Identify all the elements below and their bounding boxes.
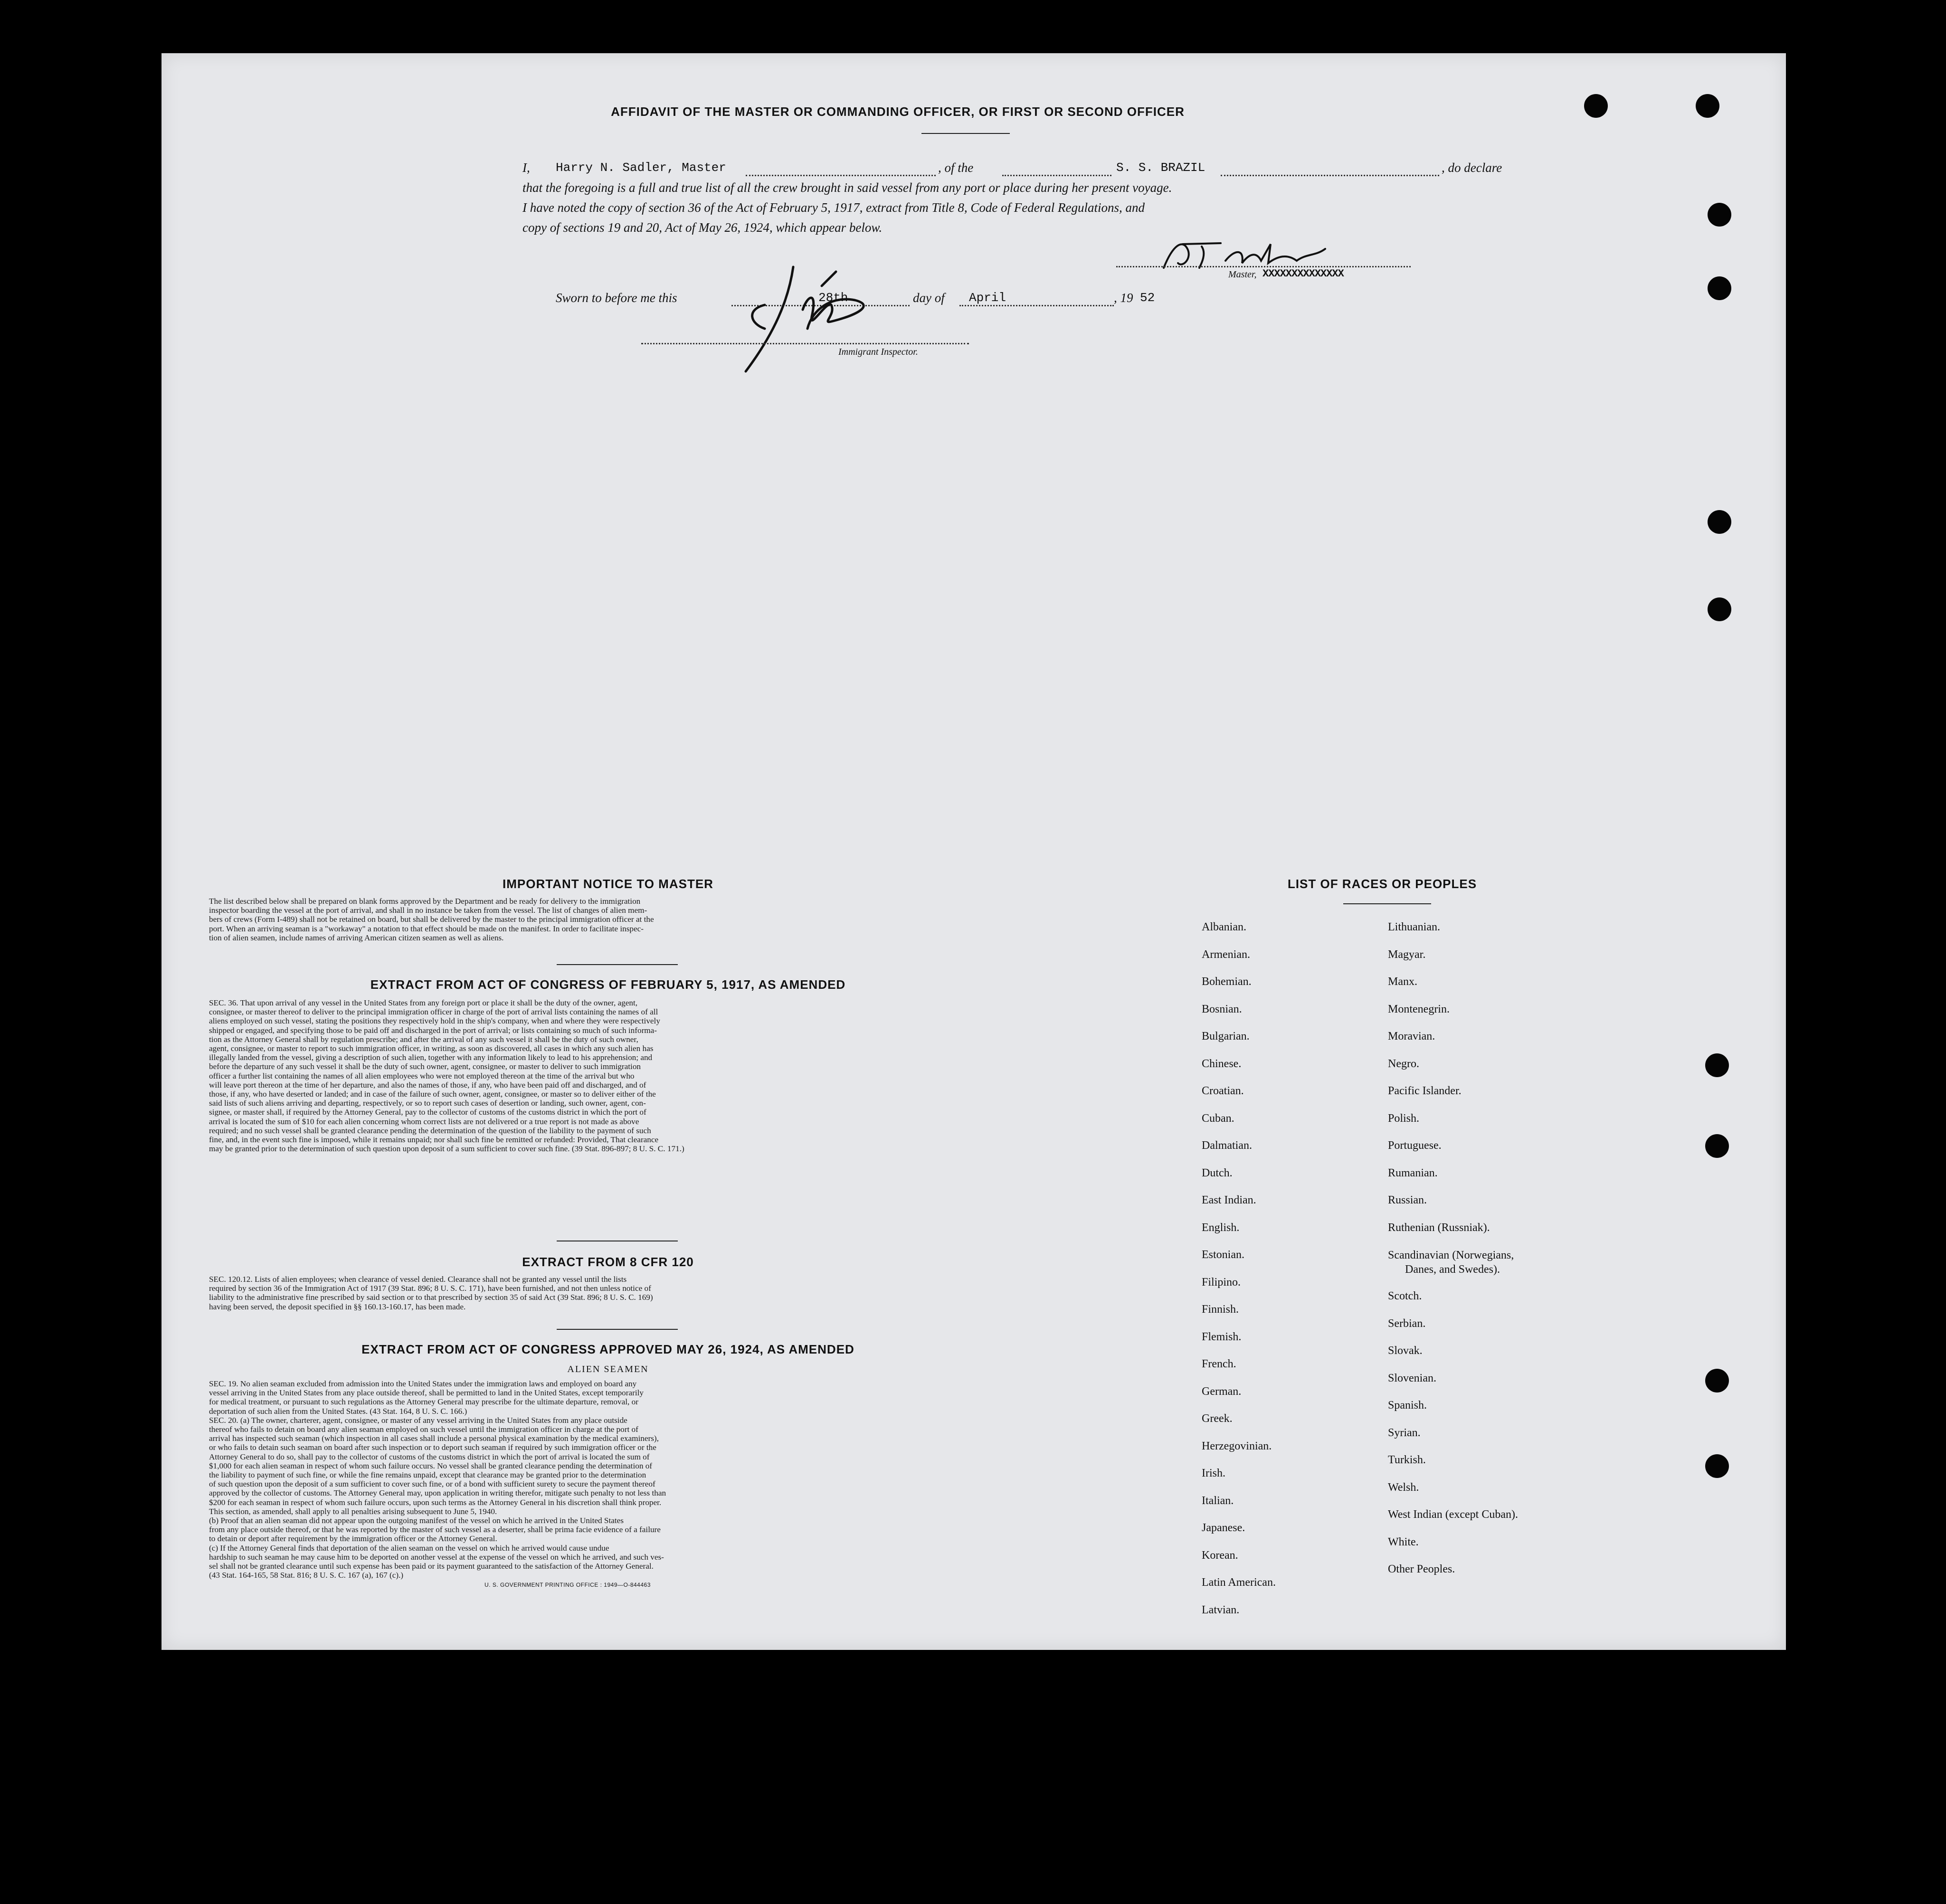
extract-8cfr-line: required by section 36 of the Immigration Act of 1917 (39 Stat. 896; 8 U. S. C. 171), have been furnished, and not then unless notice of: [209, 1284, 651, 1293]
race-item: Other Peoples.: [1388, 1563, 1455, 1575]
race-item: Italian.: [1202, 1494, 1234, 1507]
race-item: Polish.: [1388, 1112, 1420, 1125]
race-item: Spanish.: [1388, 1399, 1427, 1411]
section-rule: [557, 1329, 678, 1330]
extract-1917-line: SEC. 36. That upon arrival of any vessel in the United States from any foreign port or place it shall be the duty of the owner, agent,: [209, 998, 638, 1007]
race-item: Welsh.: [1388, 1481, 1419, 1494]
extract-1924-line: deportation of such alien from the United States. (43 Stat. 164, 8 U. S. C. 166.): [209, 1406, 467, 1416]
extract-1924-line: for medical treatment, or pursuant to such regulations as the Attorney General may prescribe for the ultimate departure, removal, or: [209, 1397, 638, 1407]
extract-1924-line: to detain or deport after requirement by the immigration officer or the Attorney General.: [209, 1534, 497, 1544]
extract-1917-line: fine, and, in the event such fine is imposed, while it remains unpaid; nor shall such fine be remitted or refunded: Provided, That clearance: [209, 1135, 659, 1145]
extract-8cfr-line: having been served, the deposit specified in §§ 160.13-160.17, has been made.: [209, 1302, 466, 1311]
extract-1924-line: (b) Proof that an alien seaman did not appear upon the outgoing manifest of the vessel on which he arrived in the United States: [209, 1516, 624, 1525]
race-item: Estonian.: [1202, 1249, 1244, 1261]
extract-1924-line: sel shall not be granted clearance until such expense has been paid or its payment guaranteed to the satisfaction of the Attorney General.: [209, 1562, 654, 1571]
extract-1917-line: may be granted prior to the determination of such question upon deposit of a sum sufficient to cover such fine. (39 Stat. 896-897; 8 U. S. C. 171.): [209, 1144, 684, 1154]
race-item: Rumanian.: [1388, 1166, 1438, 1179]
punch-hole: [1705, 1134, 1729, 1158]
extract-1917-line: arrival is located the sum of $10 for each alien concerning whom correct lists are not delivered or a true report is not made as above: [209, 1117, 639, 1126]
punch-hole: [1708, 203, 1731, 227]
race-item: Korean.: [1202, 1549, 1238, 1562]
punch-hole: [1708, 597, 1731, 621]
race-item: English.: [1202, 1221, 1240, 1234]
heading-rule: [921, 133, 1010, 134]
extract-8cfr-heading: EXTRACT FROM 8 CFR 120: [522, 1255, 694, 1269]
extract-1924-line: (c) If the Attorney General finds that deportation of the alien seaman on the vessel on which he arrived would cause undue: [209, 1543, 609, 1553]
races-right-column: [1388, 914, 1518, 1583]
extract-1924-line: hardship to such seaman he may cause him to be deported on another vessel at the expense of the vessel on which he arrived, and such ves-: [209, 1552, 664, 1562]
race-item: Scandinavian (Norwegians,: [1388, 1249, 1514, 1261]
affidavit-heading: AFFIDAVIT OF THE MASTER OR COMMANDING OFFICER, OR FIRST OR SECOND OFFICER: [611, 104, 1185, 119]
race-item: Scotch.: [1388, 1290, 1422, 1302]
punch-hole: [1705, 1369, 1729, 1392]
inspector-label: Immigrant Inspector.: [838, 347, 918, 357]
punch-hole: [1696, 94, 1719, 118]
extract-1924-line: the liability to payment of such fine, or while the fine remains unpaid, except that clearance may be granted prior to the determination: [209, 1470, 646, 1480]
extract-1917-line: said lists of such aliens arriving and departing, respectively, or so to report such cases of desertion or landing, such owner, agent, con-: [209, 1099, 646, 1108]
printing-office-imprint: U. S. GOVERNMENT PRINTING OFFICE : 1949—O-844463: [484, 1582, 651, 1588]
extract-1917-line: required; and no such vessel shall be granted clearance pending the determination of the question of the liability to the payment of such: [209, 1126, 651, 1135]
extract-1917-line: aliens employed on such vessel, stating the positions they respectively hold in the ship's company, when and where they were respectively: [209, 1016, 660, 1026]
extract-8cfr-line: SEC. 120.12. Lists of alien employees; when clearance of vessel denied. Clearance shall not be granted any vessel until the lists: [209, 1275, 627, 1284]
race-item: Moravian.: [1388, 1030, 1435, 1042]
extract-1924-line: of such question upon the deposit of a sum sufficient to cover such fine, or of a bond with sufficient surety to secure the payment thereof: [209, 1479, 655, 1489]
race-item: Croatian.: [1202, 1085, 1244, 1097]
notice-line: bers of crews (Form I-489) shall not be retained on board, but shall be delivered by the master to the principal immigration officer at the: [209, 915, 654, 924]
race-item: Filipino.: [1202, 1276, 1241, 1288]
sworn-line: [556, 291, 1411, 310]
race-item: Magyar.: [1388, 948, 1426, 961]
inspector-signature: [736, 262, 879, 376]
extract-1917-line: tion as the Attorney General shall by regulation prescribe; and after the arrival of any such vessel it shall be the duty of such owner,: [209, 1034, 638, 1044]
master-title-strikeout: XXXXXXXXXXXXXX: [1263, 268, 1344, 280]
notice-heading: IMPORTANT NOTICE TO MASTER: [503, 877, 713, 891]
race-item: French.: [1202, 1358, 1236, 1370]
extract-1917-line: signee, or master shall, if required by the Attorney General, pay to the collector of customs of the customs district in which the port of: [209, 1108, 646, 1117]
master-signature-line: [1116, 266, 1411, 267]
race-item: East Indian.: [1202, 1194, 1256, 1206]
race-item: Ruthenian (Russniak).: [1388, 1221, 1490, 1234]
notice-line: The list described below shall be prepared on blank forms approved by the Department and be ready for delivery to the immigration: [209, 897, 641, 906]
pronoun-i: I,: [522, 161, 530, 175]
of-the-label: , of the: [938, 161, 974, 175]
race-item: Greek.: [1202, 1412, 1233, 1425]
extract-1917-line: shipped or engaged, and specifying those to be paid off and discharged in the port of arrival; or lists containing so much of such informa-: [209, 1025, 657, 1035]
race-item: Slovak.: [1388, 1345, 1423, 1357]
race-item: Japanese.: [1202, 1522, 1245, 1534]
extract-1917-line: consignee, or master thereof to deliver to the principal immigration officer in charge of the port of arrival lists containing the names of all: [209, 1007, 658, 1017]
race-item: Latvian.: [1202, 1603, 1240, 1616]
races-left-column: [1202, 914, 1276, 1624]
extract-1924-line: This section, as amended, shall apply to all penalties arising subsequent to June 5, 1940.: [209, 1506, 497, 1516]
race-item: Slovenian.: [1388, 1372, 1436, 1384]
extract-1924-line: (43 Stat. 164-165, 58 Stat. 816; 8 U. S. C. 167 (a), 167 (c).): [209, 1571, 404, 1580]
races-heading: LIST OF RACES OR PEOPLES: [1287, 877, 1477, 891]
year-prefix: , 19: [1114, 291, 1133, 305]
extract-1917-line: illegally landed from the vessel, giving a description of such alien, together with any information likely to lead to his apprehension; and: [209, 1053, 653, 1062]
extract-1917-line: will leave port thereon at the time of her departure, and also the names of those, if any, who have been paid off and discharged, and of: [209, 1080, 646, 1089]
sworn-day: 28th: [818, 291, 848, 305]
race-item: Lithuanian.: [1388, 921, 1440, 933]
do-declare-label: , do declare: [1442, 161, 1502, 175]
race-item: Chinese.: [1202, 1057, 1242, 1070]
race-item: Albanian.: [1202, 921, 1246, 933]
extract-8cfr-body: [209, 1275, 978, 1311]
race-item: Finnish.: [1202, 1303, 1239, 1316]
sworn-year: 52: [1140, 291, 1155, 305]
extract-1924-line: or who fails to detain such seaman on board after such inspection or to deport such seaman if required by such immigration officer or the: [209, 1443, 656, 1452]
race-item: Herzegovinian.: [1202, 1440, 1272, 1452]
race-item: Manx.: [1388, 976, 1417, 988]
affidavit-line-1: [522, 161, 1586, 180]
race-item: Montenegrin.: [1388, 1003, 1450, 1015]
punch-hole: [1705, 1454, 1729, 1478]
extract-1924-line: thereof who fails to detain on board any alien seaman employed on such vessel until the immigration officer in charge at the port of: [209, 1425, 638, 1434]
race-item: Turkish.: [1388, 1454, 1426, 1466]
extract-1924-line: from any place outside thereof, or that he was reported by the master of such vessel as a deserter, shall be prima facie evidence of a failure: [209, 1525, 661, 1535]
day-of-label: day of: [913, 291, 945, 305]
extract-1924-line: SEC. 20. (a) The owner, charterer, agent, consignee, or master of any vessel arriving in the United States from any place outside: [209, 1415, 627, 1425]
race-item: Portuguese.: [1388, 1139, 1442, 1152]
race-item: Latin American.: [1202, 1576, 1276, 1589]
races-heading-rule: [1343, 903, 1431, 904]
section-rule: [557, 964, 678, 965]
punch-hole: [1705, 1053, 1729, 1077]
punch-hole: [1584, 94, 1608, 118]
race-item: Dalmatian.: [1202, 1139, 1252, 1152]
race-item: Syrian.: [1388, 1426, 1421, 1439]
race-item: Irish.: [1202, 1467, 1225, 1479]
affidavit-line-3: I have noted the copy of section 36 of the Act of February 5, 1917, extract from Title 8, Code of Federal Regulations, and: [522, 200, 1145, 215]
extract-1917-line: those, if any, who have deserted or landed; and in case of the failure of such owner, agent, consignee, or master so to deliver either of the: [209, 1089, 656, 1099]
extract-1917-line: agent, consignee, or master to report to such immigration officer, in writing, as soon as discovered, all cases in which any such alien has: [209, 1044, 654, 1053]
sworn-month: April: [969, 291, 1006, 305]
vessel-name: S. S. BRAZIL: [1116, 161, 1206, 175]
extract-1924-line: Attorney General to do so, shall pay to the collector of customs of the customs district in which the port of arrival is located the sum of: [209, 1452, 650, 1461]
race-item: West Indian (except Cuban).: [1388, 1508, 1518, 1521]
notice-line: port. When an arriving seaman is a "workaway" a notation to that effect should be made on the manifest. In order to facilitate inspec-: [209, 924, 644, 933]
extract-1917-line: before the departure of any such vessel it shall be the duty of such owner, agent, consignee, or master to deliver to such immigration: [209, 1062, 641, 1071]
notice-line: tion of alien seamen, include names of arriving American citizen seamen as well as aliens.: [209, 933, 504, 942]
master-name: Harry N. Sadler, Master: [556, 161, 726, 175]
race-item: White.: [1388, 1535, 1419, 1548]
affidavit-line-4: copy of sections 19 and 20, Act of May 26, 1924, which appear below.: [522, 220, 883, 235]
extract-1924-line: $1,000 for each alien seaman in respect of whom such failure occurs. No vessel shall be granted clearance pending the determination of: [209, 1461, 653, 1470]
extract-8cfr-line: liability to the administrative fine prescribed by said section or to that prescribed by section 35 of said Act (39 Stat. 896; 8 U. S. C. 169): [209, 1293, 653, 1302]
punch-hole: [1708, 276, 1731, 300]
race-item: Flemish.: [1202, 1330, 1242, 1343]
race-item: Cuban.: [1202, 1112, 1234, 1125]
extract-1924-body: [209, 1379, 978, 1580]
race-item: Bulgarian.: [1202, 1030, 1250, 1042]
extract-1924-line: approved by the collector of customs. The Attorney General may, upon application in writing therefor, mitigate such penalty to not less than: [209, 1488, 666, 1498]
extract-1924-line: arrival has inspected such seaman (which inspection in all cases shall include a personal physical examination by the medical examiners),: [209, 1434, 659, 1443]
inspector-signature-line: [641, 343, 969, 344]
race-item: Pacific Islander.: [1388, 1085, 1462, 1097]
master-label: Master,: [1228, 269, 1257, 280]
extract-1924-heading: EXTRACT FROM ACT OF CONGRESS APPROVED MAY 26, 1924, AS AMENDED: [361, 1342, 854, 1356]
extract-1924-line: SEC. 19. No alien seaman excluded from admission into the United States under the immigration laws and employed on board any: [209, 1379, 637, 1388]
race-item: Russian.: [1388, 1194, 1427, 1206]
extract-1917-heading: EXTRACT FROM ACT OF CONGRESS OF FEBRUARY 5, 1917, AS AMENDED: [370, 977, 846, 992]
race-item: Negro.: [1388, 1057, 1419, 1070]
race-item: Bosnian.: [1202, 1003, 1242, 1015]
alien-seamen-subheading: ALIEN SEAMEN: [567, 1364, 649, 1374]
race-item: Serbian.: [1388, 1317, 1426, 1330]
race-item: Dutch.: [1202, 1166, 1233, 1179]
extract-1917-body: [209, 998, 978, 1153]
race-item: Armenian.: [1202, 948, 1250, 961]
race-item: German.: [1202, 1385, 1242, 1398]
affidavit-line-2: that the foregoing is a full and true list of all the crew brought in said vessel from any port or place during her present voyage.: [522, 180, 1172, 195]
punch-hole: [1708, 510, 1731, 534]
extract-1924-line: vessel arriving in the United States from any place outside thereof, shall be permitted to land in the United States, except temporarily: [209, 1388, 644, 1398]
notice-line: inspector boarding the vessel at the port of arrival, and shall in no instance be taken from the vessel. The list of changes of alien mem-: [209, 906, 647, 915]
sworn-label: Sworn to before me this: [556, 291, 677, 305]
extract-1917-line: officer a further list containing the names of all alien employees who were not employed thereon at the time of the arrival but who: [209, 1071, 635, 1080]
notice-body: [209, 897, 978, 942]
race-item: Bohemian.: [1202, 976, 1252, 988]
race-item: Danes, and Swedes).: [1405, 1263, 1500, 1276]
extract-1924-line: $200 for each seaman in respect of whom such failure occurs, upon such terms as the Attorney General in his discretion shall think proper.: [209, 1497, 662, 1507]
document-page: [161, 53, 1786, 1650]
